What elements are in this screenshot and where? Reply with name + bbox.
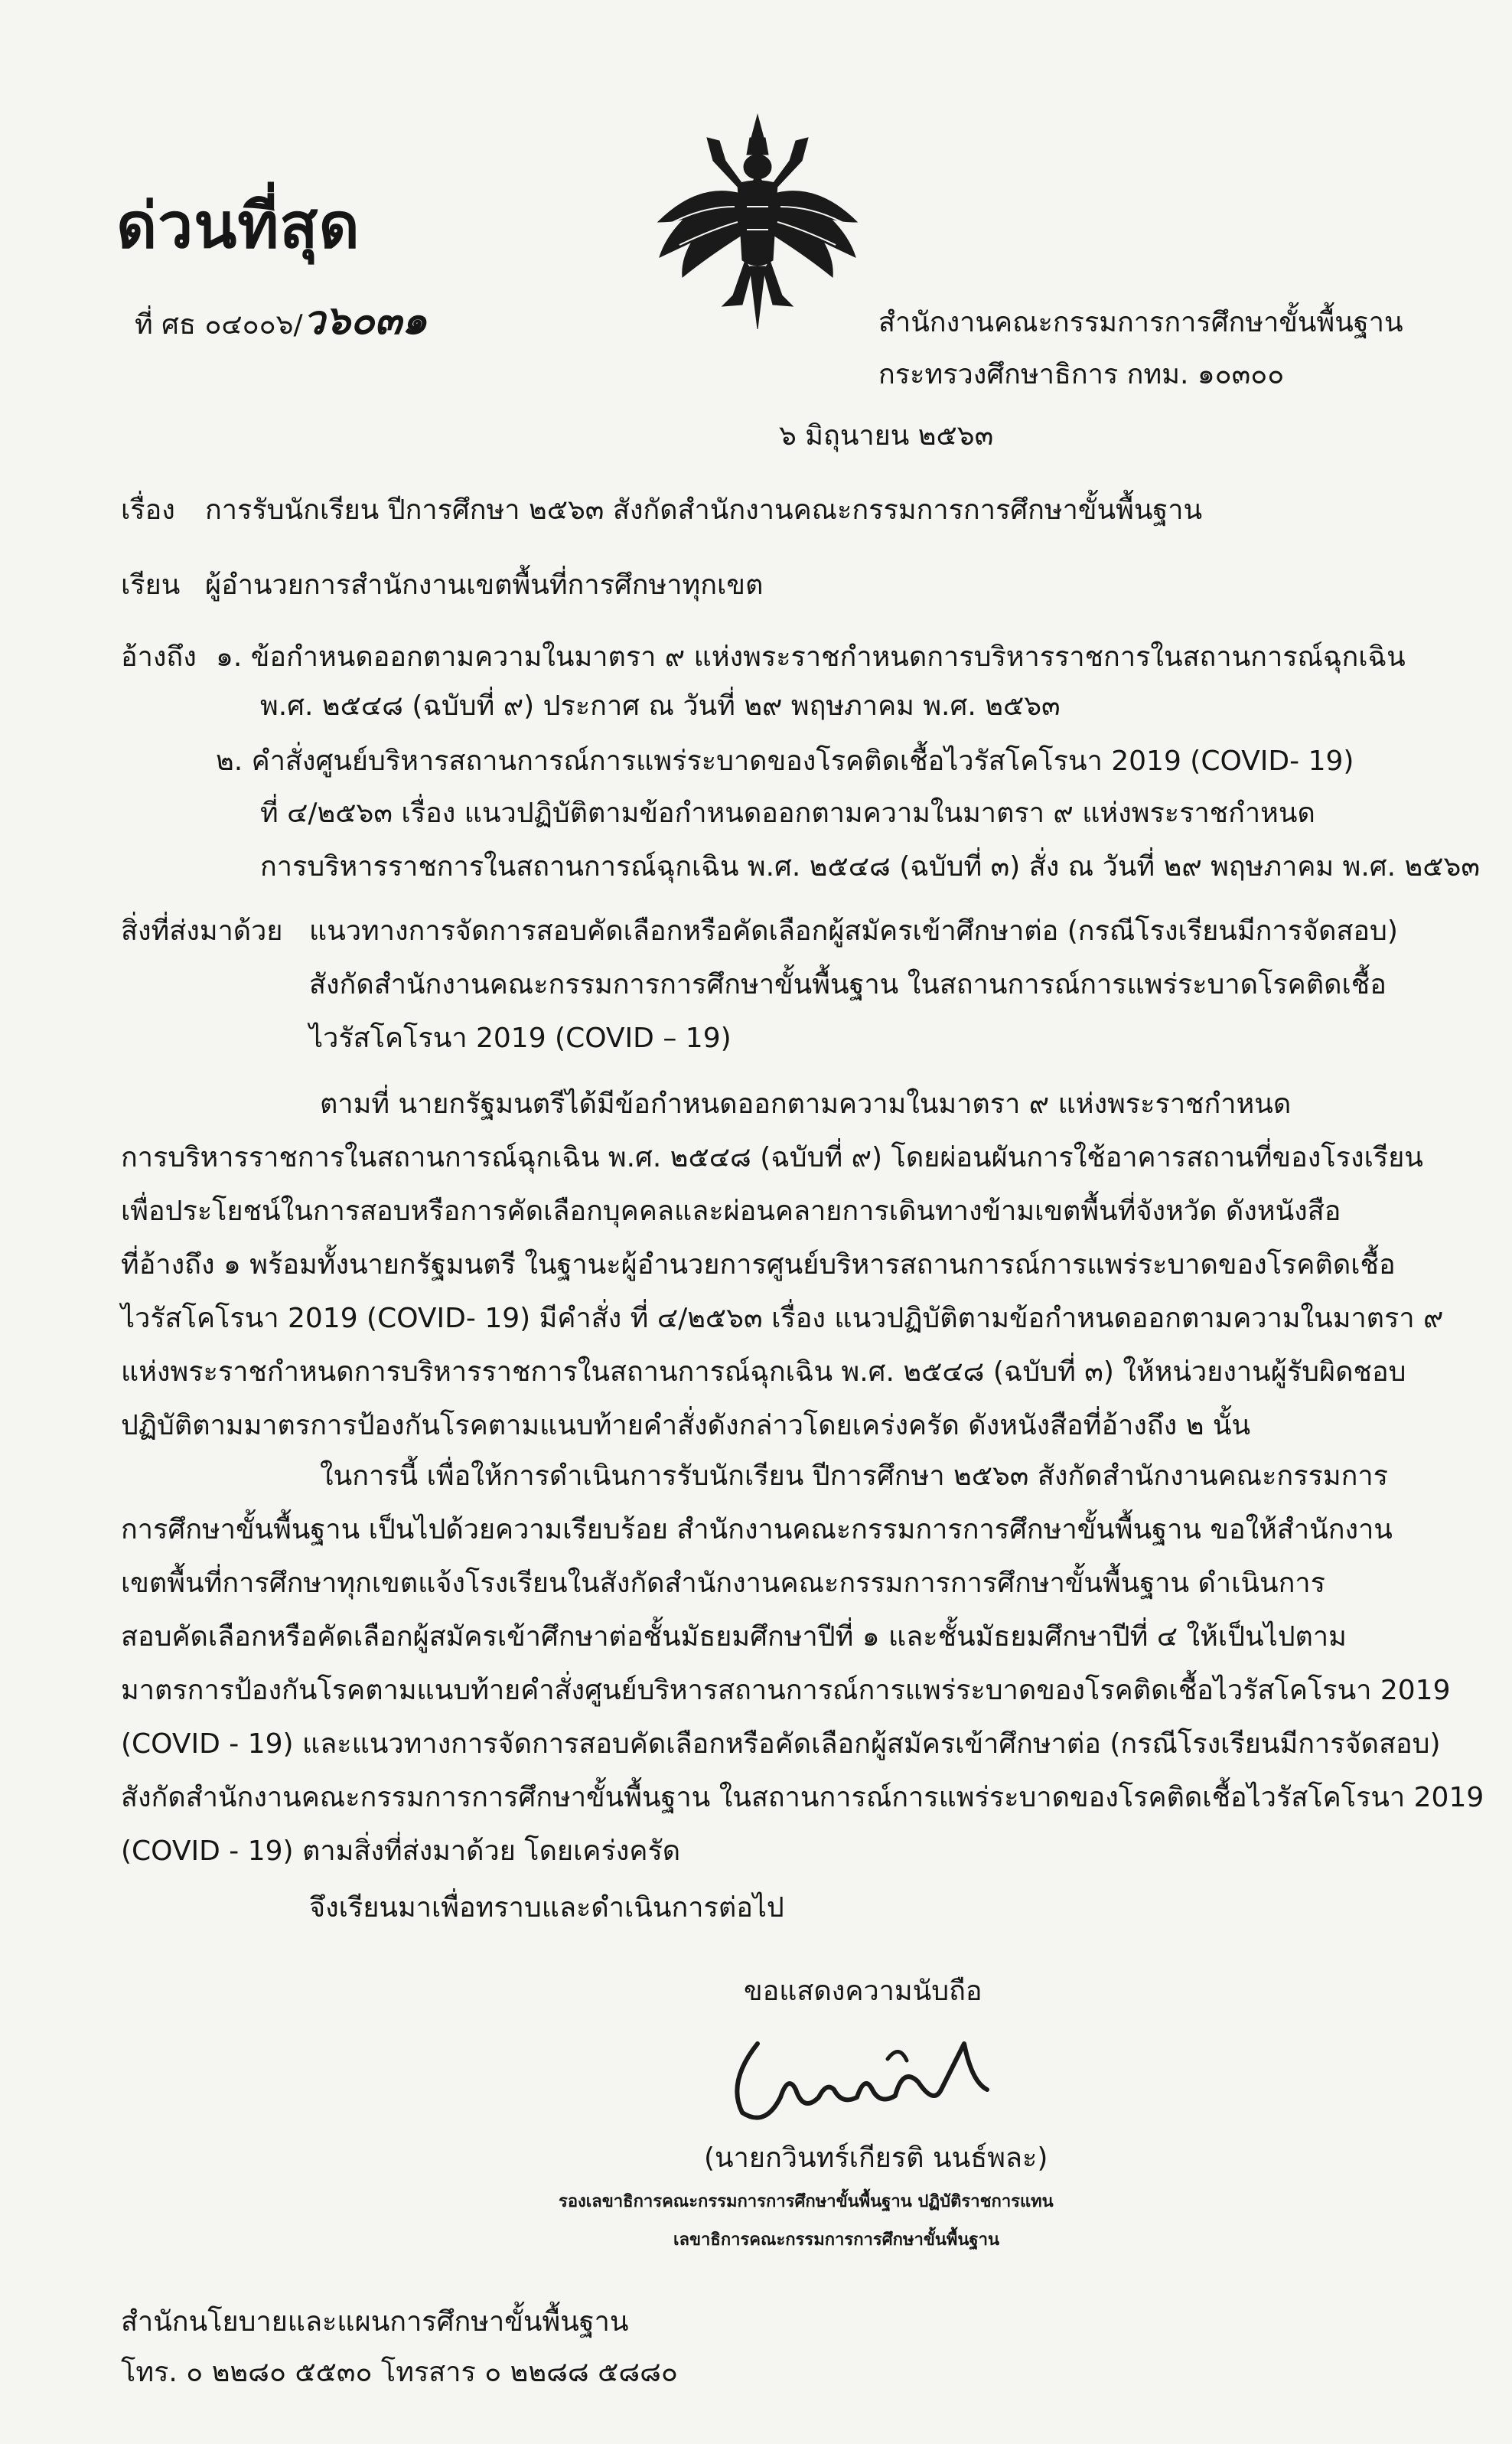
document-number-handwritten: ว๖๐๓๑	[302, 297, 428, 344]
enclosure-line-1: แนวทางการจัดการสอบคัดเลือกหรือคัดเลือกผู้สมัครเข้าศึกษาต่อ (กรณีโรงเรียนมีการจัดสอบ)	[309, 915, 1398, 947]
recipient-label: เรียน	[121, 569, 181, 601]
signer-position-1: รองเลขาธิการคณะกรรมการการศึกษาขั้นพื้นฐาน ปฏิบัติราชการแทน	[559, 2192, 1054, 2211]
body-paragraph-2	[121, 1450, 1484, 1878]
paragraph-2-line: สอบคัดเลือกหรือคัดเลือกผู้สมัครเข้าศึกษาต่อชั้นมัธยมศึกษาปีที่ ๑ และชั้นมัธยมศึกษาปีที่ ๔ ให้เป็นไปตาม	[121, 1621, 1347, 1653]
paragraph-2-line: (COVID - 19) ตามสิ่งที่ส่งมาด้วย โดยเคร่งครัด	[121, 1835, 681, 1867]
paragraph-2-line: มาตรการป้องกันโรคตามแนบท้ายคำสั่งศูนย์บริหารสถานการณ์การแพร่ระบาดของโรคติดเชื้อไวรัสโคโรนา 2019	[121, 1675, 1451, 1706]
paragraph-2-line: (COVID - 19) และแนวทางการจัดการสอบคัดเลือกหรือคัดเลือกผู้สมัครเข้าศึกษาต่อ (กรณีโรงเรียนมีการจัดสอบ)	[121, 1728, 1441, 1760]
document-number-prefix: ที่ ศธ ๐๔๐๐๖/	[135, 309, 303, 341]
issuing-office-address: กระทรวงศึกษาธิการ กทม. ๑๐๓๐๐	[878, 359, 1285, 390]
enclosure-line-2: สังกัดสำนักงานคณะกรรมการการศึกษาขั้นพื้นฐาน ในสถานการณ์การแพร่ระบาดโรคติดเชื้อ	[309, 969, 1387, 1000]
document-number	[135, 288, 427, 351]
footer-office: สำนักนโยบายและแผนการศึกษาขั้นพื้นฐาน	[121, 2306, 629, 2338]
body-paragraph-1	[121, 1078, 1444, 1453]
paragraph-1-line: แห่งพระราชกำหนดการบริหารราชการในสถานการณ์ฉุกเฉิน พ.ศ. ๒๕๔๘ (ฉบับที่ ๓) ให้หน่วยงานผู้รับผิดชอบ	[121, 1356, 1406, 1388]
garuda-emblem-icon	[643, 107, 872, 337]
closing-regards: ขอแสดงความนับถือ	[744, 1976, 982, 2007]
subject-label: เรื่อง	[121, 494, 175, 526]
issuing-office: สำนักงานคณะกรรมการการศึกษาขั้นพื้นฐาน	[878, 307, 1403, 338]
paragraph-2-line: สังกัดสำนักงานคณะกรรมการการศึกษาขั้นพื้นฐาน ในสถานการณ์การแพร่ระบาดของโรคติดเชื้อไวรัสโคโรนา 2019	[121, 1782, 1484, 1813]
subject-text: การรับนักเรียน ปีการศึกษา ๒๕๖๓ สังกัดสำนักงานคณะกรรมการการศึกษาขั้นพื้นฐาน	[205, 494, 1203, 526]
paragraph-2-line: ในการนี้ เพื่อให้การดำเนินการรับนักเรียน ปีการศึกษา ๒๕๖๓ สังกัดสำนักงานคณะกรรมการ	[320, 1460, 1388, 1492]
reference-item-1-line-2: พ.ศ. ๒๕๔๘ (ฉบับที่ ๙) ประกาศ ณ วันที่ ๒๙ พฤษภาคม พ.ศ. ๒๕๖๓	[260, 690, 1061, 722]
enclosure-label: สิ่งที่ส่งมาด้วย	[121, 915, 283, 947]
recipient-text: ผู้อำนวยการสำนักงานเขตพื้นที่การศึกษาทุกเขต	[205, 569, 764, 601]
signer-name: (นายกวินทร์เกียรติ นนธ์พละ)	[704, 2142, 1048, 2174]
paragraph-1-line: การบริหารราชการในสถานการณ์ฉุกเฉิน พ.ศ. ๒๕๔๘ (ฉบับที่ ๙) โดยผ่อนผันการใช้อาคารสถานที่ของโรงเรียน	[121, 1142, 1423, 1173]
reference-item-2-line-1: ๒. คำสั่งศูนย์บริหารสถานการณ์การแพร่ระบาดของโรคติดเชื้อไวรัสโคโรนา 2019 (COVID- 19)	[216, 746, 1354, 777]
reference-item-2-line-2: ที่ ๔/๒๕๖๓ เรื่อง แนวปฏิบัติตามข้อกำหนดออกตามความในมาตรา ๙ แห่งพระราชกำหนด	[260, 798, 1315, 829]
enclosure-line-3: ไวรัสโคโรนา 2019 (COVID – 19)	[309, 1023, 732, 1054]
letter-date: ๖ มิถุนายน ๒๕๖๓	[779, 420, 994, 452]
handwritten-signature	[712, 2013, 1018, 2136]
closing-sentence: จึงเรียนมาเพื่อทราบและดำเนินการต่อไป	[309, 1892, 784, 1924]
reference-item-2-line-3: การบริหารราชการในสถานการณ์ฉุกเฉิน พ.ศ. ๒๕๔๘ (ฉบับที่ ๓) สั่ง ณ วันที่ ๒๙ พฤษภาคม พ.ศ. ๒๕๖๓	[260, 851, 1480, 883]
reference-label: อ้างถึง	[121, 641, 197, 673]
urgency-heading: ด่วนที่สุด	[116, 190, 360, 263]
paragraph-1-line: ตามที่ นายกรัฐมนตรีได้มีข้อกำหนดออกตามความในมาตรา ๙ แห่งพระราชกำหนด	[320, 1088, 1292, 1120]
paragraph-1-line: เพื่อประโยชน์ในการสอบหรือการคัดเลือกบุคคลและผ่อนคลายการเดินทางข้ามเขตพื้นที่จังหวัด ดังหนังสือ	[121, 1196, 1341, 1227]
paragraph-2-line: เขตพื้นที่การศึกษาทุกเขตแจ้งโรงเรียนในสังกัดสำนักงานคณะกรรมการการศึกษาขั้นพื้นฐาน ดำเนินการ	[121, 1568, 1325, 1599]
signer-position-2: เลขาธิการคณะกรรมการการศึกษาขั้นพื้นฐาน	[673, 2230, 999, 2250]
footer-contact: โทร. ๐ ๒๒๘๐ ๕๕๓๐ โทรสาร ๐ ๒๒๘๘ ๕๘๘๐	[121, 2357, 678, 2388]
reference-item-1-line-1: ๑. ข้อกำหนดออกตามความในมาตรา ๙ แห่งพระราชกำหนดการบริหารราชการในสถานการณ์ฉุกเฉิน	[216, 641, 1406, 673]
paragraph-1-line: ที่อ้างถึง ๑ พร้อมทั้งนายกรัฐมนตรี ในฐานะผู้อำนวยการศูนย์บริหารสถานการณ์การแพร่ระบาดของโรคติดเชื้อ	[121, 1249, 1396, 1281]
paragraph-1-line: ไวรัสโคโรนา 2019 (COVID- 19) มีคำสั่ง ที่ ๔/๒๕๖๓ เรื่อง แนวปฏิบัติตามข้อกำหนดออกตามความในมาตรา ๙	[121, 1303, 1444, 1334]
paragraph-2-line: การศึกษาขั้นพื้นฐาน เป็นไปด้วยความเรียบร้อย สำนักงานคณะกรรมการการศึกษาขั้นพื้นฐาน ขอให้สำนักงาน	[121, 1514, 1393, 1545]
paragraph-1-line: ปฏิบัติตามมาตรการป้องกันโรคตามแนบท้ายคำสั่งดังกล่าวโดยเคร่งครัด ดังหนังสือที่อ้างถึง ๒ นั้น	[121, 1410, 1251, 1441]
